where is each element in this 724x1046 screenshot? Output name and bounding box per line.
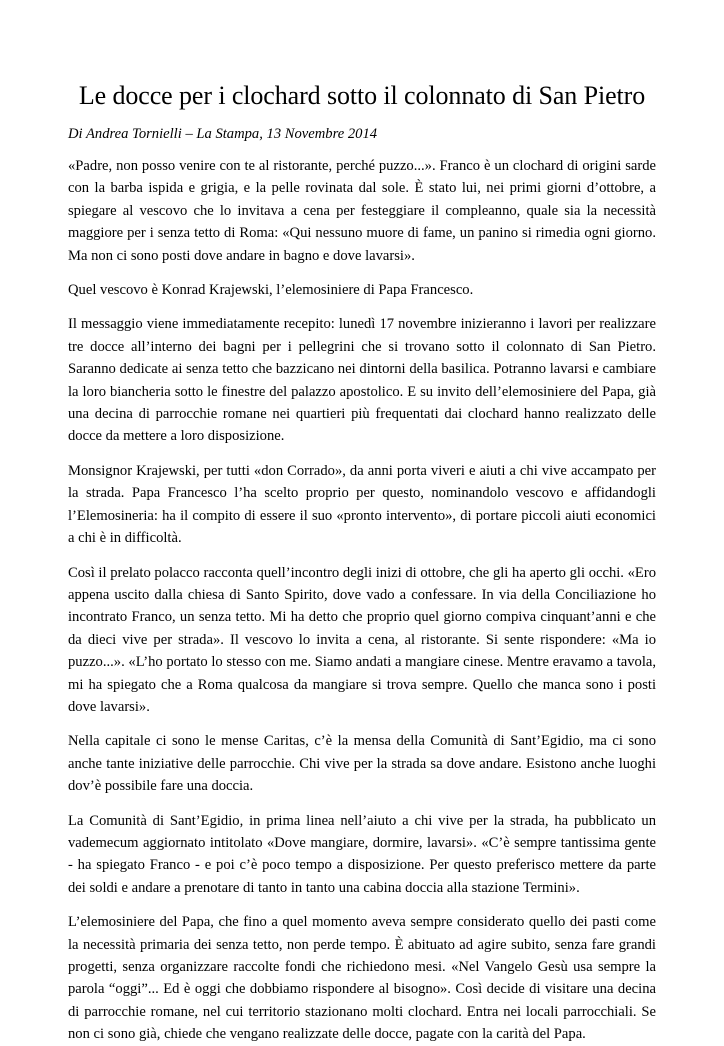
- article-paragraph-3: Il messaggio viene immediatamente recepito: lunedì 17 novembre inizieranno i lavori per realizzare tre docce all’interno dei bagni per i pellegrini che si trovano sotto il colonnato di San Pietro. Saranno dedicate ai senza tetto che bazzicano nei dintorni della basilica. Potranno lavarsi e cambiare la loro biancheria sotto le finestre del palazzo apostolico. E su invito dell’elemosiniere del Papa, già una decina di parrocchie romane nei quartieri più frequentati dai clochard hanno realizzato delle docce da mettere a loro disposizione.: [68, 316, 656, 445]
- article-title: Le docce per i clochard sotto il colonnato di San Pietro: [78, 81, 646, 110]
- article-paragraph-6: Nella capitale ci sono le mense Caritas, c’è la mensa della Comunità di Sant’Egidio, ma ci sono anche tante iniziative delle parrocchie. Chi vive per la strada sa dove andare. Esistono anche luoghi dov’è possibile fare una doccia.: [68, 733, 656, 795]
- article-paragraph-5: Così il prelato polacco racconta quell’incontro degli inizi di ottobre, che gli ha aperto gli occhi. «Ero appena uscito dalla chiesa di Santo Spirito, dove vado a confessare. In via della Conciliazione ho incontrato Franco, un senza tetto. Mi ha detto che proprio quel giorno compiva cinquant’anni e che da dieci vive per strada». Il vescovo lo invita a cena, al ristorante. Si sente rispondere: «Ma io puzzo...». «L’ho portato lo stesso con me. Siamo andati a mangiare cinese. Mentre eravamo a tavola, mi ha spiegato che a Roma qualcosa da mangiare si trova sempre. Quello che manca sono i posti dove lavarsi».: [68, 564, 656, 715]
- article-byline: Di Andrea Tornielli – La Stampa, 13 Novembre 2014: [68, 126, 378, 142]
- article-paragraph-1: «Padre, non posso venire con te al ristorante, perché puzzo...». Franco è un clochard di origini sarde con la barba ispida e grigia, e la pelle rovinata dal sole. È stato lui, nei primi giorni d’ottobre, a spiegare al vescovo che lo invitava a cena per festeggiare il compleanno, quale sia la necessità maggiore per i senza tetto di Roma: «Qui nessuno muore di fame, un panino si rimedia ogni giorno. Ma non ci sono posti dove andare in bagno e dove lavarsi».: [68, 158, 656, 264]
- article-paragraph-4: Monsignor Krajewski, per tutti «don Corrado», da anni porta viveri e aiuti a chi vive accampato per la strada. Papa Francesco l’ha scelto proprio per questo, nominandolo vescovo e affidandogli l’Elemosineria: ha il compito di essere il suo «pronto intervento», di portare piccoli aiuti economici a chi è in difficoltà.: [68, 462, 656, 547]
- article-paragraph-7: La Comunità di Sant’Egidio, in prima linea nell’aiuto a chi vive per la strada, ha pubblicato un vademecum aggiornato intitolato «Dove mangiare, dormire, lavarsi». «C’è sempre tantissima gente - ha spiegato Franco - e poi c’è poco tempo a disposizione. Per questo preferisco mettere da parte dei soldi e andare a prenotare di tanto in tanto una cabina doccia alla stazione Termini».: [68, 812, 656, 896]
- article-paragraph-2: Quel vescovo è Konrad Krajewski, l’elemosiniere di Papa Francesco.: [68, 282, 474, 299]
- article-paragraph-8: L’elemosiniere del Papa, che fino a quel momento aveva sempre considerato quello dei pasti come la necessità primaria dei senza tetto, non perde tempo. È abituato ad agire subito, senza fare grandi progetti, senza organizzare raccolte fondi che richiedono mesi. «Nel Vangelo Gesù usa sempre la parola “oggi”... Ed è oggi che dobbiamo rispondere al bisogno». Così decide di visitare una decina di parrocchie romane, nel cui territorio stazionano molti clochard. Entra nei locali parrocchiali. Se non ci sono già, chiede che vengano realizzate delle docce, pagate con la carità del Papa.: [68, 914, 656, 1043]
- document-page: [68, 80, 656, 1046]
